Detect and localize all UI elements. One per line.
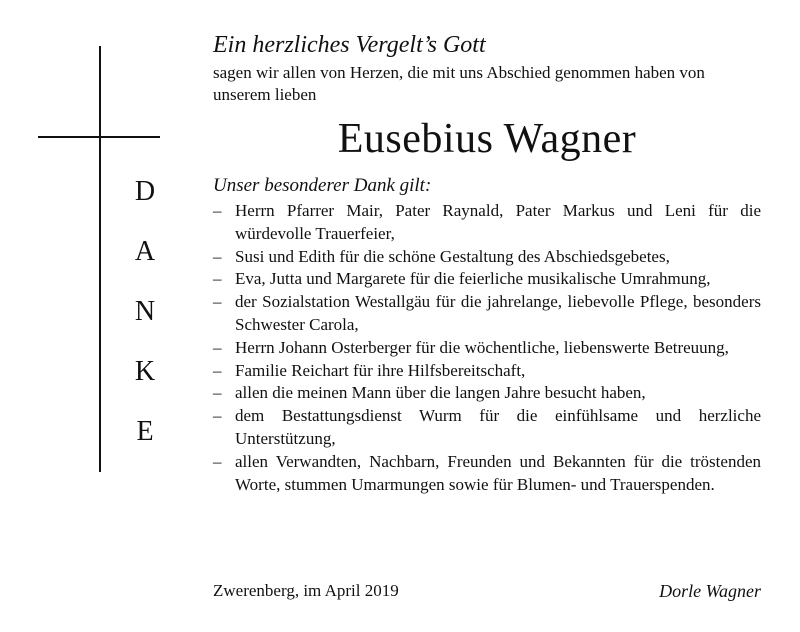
list-item [213, 360, 761, 383]
list-item [213, 268, 761, 291]
list-item [213, 382, 761, 405]
notice-content [213, 30, 761, 496]
dash-marker: – [213, 360, 222, 380]
list-item [213, 246, 761, 269]
deceased-name: Eusebius Wagner [337, 116, 637, 162]
dash-marker: – [213, 406, 222, 426]
list-item [213, 291, 761, 337]
list-item [213, 451, 761, 497]
dash-marker: – [213, 383, 222, 403]
list-item [213, 200, 761, 246]
thanks-item-text: Herrn Pfarrer Mair, Pater Raynald, Pater Markus und Leni für die würdevolle Trauerfeier, [235, 201, 761, 243]
thanks-list [213, 200, 761, 496]
cross-vertical-bar [99, 46, 101, 472]
dash-marker: – [213, 269, 222, 289]
danke-letter-k: K [134, 356, 156, 387]
dash-marker: – [213, 201, 222, 220]
danke-letter-e: E [136, 416, 154, 447]
dash-marker: – [213, 292, 222, 312]
place-and-date: Zwerenberg, im April 2019 [213, 581, 399, 600]
danke-letter-n: N [134, 296, 156, 327]
thanks-item-text: allen die meinen Mann über die langen Jahre besucht haben, [235, 383, 646, 403]
danke-letter-a: A [134, 236, 156, 267]
thanks-item-text: der Sozialstation Westallgäu für die jahrelange, liebevolle Pflege, besonders Schwester Carola, [235, 292, 761, 334]
danke-vertical-word [120, 178, 170, 478]
headline: Ein herzliches Vergelt’s Gott [213, 32, 486, 58]
cross-horizontal-bar [38, 136, 160, 138]
thanks-item-text: Susi und Edith für die schöne Gestaltung des Abschiedsgebetes, [235, 246, 670, 266]
thanks-item-text: Familie Reichart für ihre Hilfsbereitschaft, [235, 360, 526, 380]
danke-letter-d: D [134, 176, 156, 207]
thanks-item-text: Eva, Jutta und Margarete für die feierliche musikalische Umrahmung, [235, 269, 711, 289]
intro-text: sagen wir allen von Herzen, die mit uns Abschied genommen haben von unserem lieben [213, 63, 705, 104]
thanks-item-text: dem Bestattungsdienst Wurm für die einfühlsame und herzliche Unterstützung, [235, 406, 761, 448]
dash-marker: – [213, 451, 222, 471]
notice-footer [213, 578, 761, 604]
dash-marker: – [213, 337, 222, 357]
signature: Dorle Wagner [659, 581, 761, 601]
list-item [213, 337, 761, 360]
thanks-heading: Unser besonderer Dank gilt: [213, 175, 432, 196]
list-item [213, 405, 761, 451]
dash-marker: – [213, 246, 222, 266]
thanks-item-text: Herrn Johann Osterberger für die wöchentliche, liebenswerte Betreuung, [235, 337, 729, 357]
thanks-item-text: allen Verwandten, Nachbarn, Freunden und Bekannten für die tröstenden Worte, stummen Umarmungen sowie für Blumen- und Trauerspenden. [235, 451, 761, 494]
